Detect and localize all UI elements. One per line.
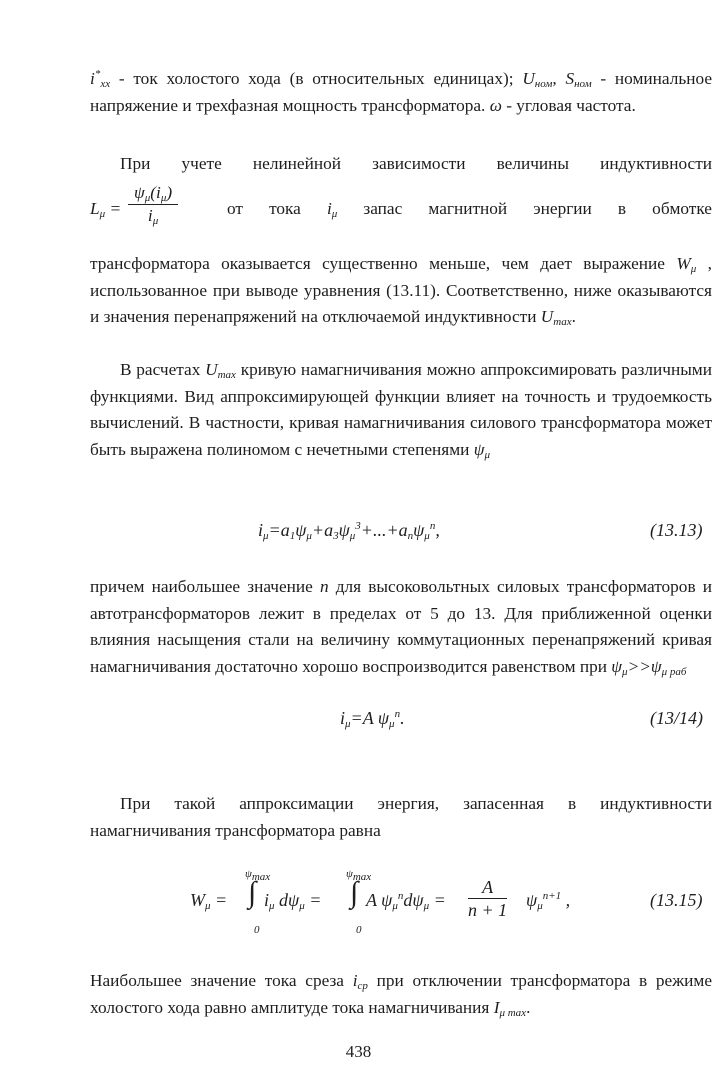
eq3-body1: $i_\mu$ $d\psi_\mu$ = (264, 890, 322, 912)
eq3-int1-lower: 0 (254, 924, 260, 936)
paragraph-nonlinear-intro: При учете нелинейной зависимости величины индуктивности (120, 154, 712, 173)
eq3-int1-upper: $\psi_{max}$ (245, 868, 271, 883)
paragraph-definitions: $i^*_{xx}$ - ток холостого хода (в относительных единицах); $U_{ном}$, $S_{ном}$ - номинальное напряжение и трехфазная мощность трансформатора. ω - угловая частота. (90, 68, 712, 115)
inductance-line-text: от тока $i_\mu$ запас магнитной энергии в обмотке (227, 199, 712, 220)
eq3-result: $\psi_\mu^{n+1}$ , (526, 890, 571, 912)
paragraph-approximation: В расчетах $U_{max}$ кривую намагничивания можно аппроксимировать различными функциями. Вид аппроксимирующей функции влияет на точность и трудоемкость вычислений. В частности, кривая намагничивания силового трансформатора может быть выражена полиномом с нечетными степенями $\psi_\mu$ (90, 360, 712, 461)
equation-13-14: $i_\mu=A$ $\psi_\mu^n$. (340, 708, 405, 730)
eq3-body2: A $\psi_\mu^nd\psi_\mu$ = (366, 890, 446, 912)
page-number: 438 (345, 1042, 372, 1061)
equation-number-13-14: (13/14) (650, 708, 703, 728)
eq3-int2-upper: $\psi_{max}$ (346, 868, 372, 883)
paragraph-polynomial-degree: причем наибольшее значение n для высоковольтных силовых трансформаторов и автотрансформаторов лежит в пределах от 5 до 13. Для приближенной оценки влияния насыщения стали на величину коммутационных перенапряжений кривая намагничивания достаточно хорошо воспроизводится равенством при $\psi_\mu>>\psi_{\mu раб}$ (90, 577, 712, 678)
equation-number-13-13: (13.13) (650, 520, 703, 540)
integral-sign-2: ∫ (350, 876, 359, 909)
formula-fraction: $\frac{\psi_\mu(i_\mu)}{i_\mu}$ (128, 182, 178, 227)
eq3-lhs: $W_\mu$ = (190, 890, 228, 912)
paragraph-energy-stored: При такой аппроксимации энергия, запасенная в индуктивности намагничивания трансформатора равна (90, 794, 712, 840)
eq3-int2-lower: 0 (356, 924, 362, 936)
inductance-formula-line (90, 182, 712, 238)
paragraph-cutoff-current: Наибольшее значение тока среза $i_{ср}$ при отключении трансформатора в режиме холостого хода равно амплитуде тока намагничивания $I_{\mu max}$. (90, 971, 712, 1019)
eq3-fraction: $\frac{A}{n + 1}$ (468, 877, 508, 920)
equation-number-13-15: (13.15) (650, 890, 703, 910)
symbol-i-xx: $i^*_{xx}$ (90, 68, 111, 90)
equation-13-13: $i_\mu=a_1\psi_\mu+a_3\psi_\mu^3+...+a_n\psi_\mu^n$, (258, 520, 440, 542)
integral-sign-1: ∫ (248, 876, 257, 909)
paragraph-energy-reduction: трансформатора оказывается существенно меньше, чем дает выражение $W_\mu$ , использованное при выводе уравнения (13.11). Соответственно, ниже оказываются и значения перенапряжений на отключаемой индуктивности $U_{max}$. (90, 254, 712, 328)
equation-13-15 (190, 868, 710, 938)
formula-l-mu: $L_\mu$ = (90, 199, 122, 220)
